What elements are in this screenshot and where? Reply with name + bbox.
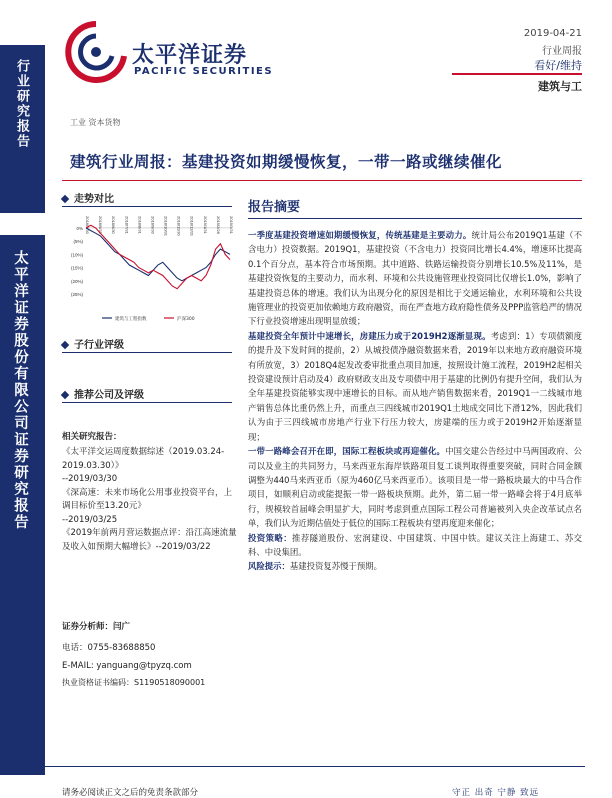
y-tick-label: (20%): [70, 278, 83, 284]
footer-rule: [45, 766, 585, 767]
summary-paragraph: 基建投资全年预计中速增长，房建压力或于2019H2逐渐显现。考虑到：1）专项债额度的提升及下发时间的提前，2）从城投债净融资数据来看，2019年以来地方政府融资环境有所放宽，3）2018Q4起发改委审批重点项目加速，按照设计施工流程，2019H2起相关投资建设预计启动及4）政府财政支出及专项债中用于基建的比例仍有提升空间，我们认为全年基建投资能够实现中速增长的目标。而从地产销售数据来看，2019Q1一二线城市地产销售总体比重仍然上升，而重点三四线城市2019Q1土地成交同比下滑12%，因此我们认为由于三四线城市房地产行业下行压力较大，房建端的压力或于2019H2开始逐渐显现；: [248, 330, 582, 442]
series-line: [86, 225, 230, 288]
sector: 建筑与工: [538, 80, 582, 93]
x-tick-label: 2018/7/31: [124, 216, 130, 234]
summary-paragraph: 投资策略：推荐隧道股份、宏润建设、中国建筑、中国中铁。建议关注上海建工、苏交科、中设集团。: [248, 532, 583, 557]
header-rule: [452, 73, 582, 75]
diamond-bullet-icon: [61, 391, 69, 399]
logo-name-cn: 太平洋证券: [132, 43, 248, 68]
list-item: --2019/03/30: [62, 474, 118, 484]
summary-paragraph: 风险提示：基建投资复苏慢于预期。: [248, 561, 382, 572]
x-tick-label: 2019/2/28: [215, 216, 221, 234]
list-item: 《2019年前两月营运数据点评：沿江高速流量及收入如预期大幅增长》--2019/03/22: [62, 528, 237, 552]
summary-rule: [248, 218, 582, 219]
x-tick-label: 2018/12/31: [189, 216, 195, 237]
analyst-license: 执业资格证书编码：S1190518090001: [62, 678, 206, 687]
industry-path: 工业 资本货物: [70, 118, 121, 127]
chart-legend: [102, 315, 195, 322]
x-tick-label: 2018/10/31: [163, 216, 169, 237]
x-tick-label: 2018/11/30: [176, 216, 182, 236]
list-item: 《深高速：未来市场化公用事业投资平台，上调目标价至13.20元》: [62, 487, 233, 511]
x-tick-label: 2019/3/31: [229, 216, 234, 234]
summary-paragraph: 一季度基建投资增速如期缓慢恢复，传统基建是主要动力。统计局公布2019Q1基建（不含电力）投资数据。2019Q1，基建投资（不含电力）投资同比增长4.4%，增速环比提高0.1个百分点，基本符合市场预期。其中道路、铁路运输投资分别增长10.5%及11%，是基建投资恢复的主要动力，而水利、环境和公共设施管理业投资同比仅增长1.0%，影响了基建投资总体的增速。我们认为出现分化的原因是相比于交通运输业，水利环境和公共设施管理业的投资更加依赖地方政府融资，而在严查地方政府隐性债务及PPP监管趋严的情况下行业投资增速出现明显放缓；: [248, 230, 583, 327]
section-recommended: 推荐公司及评级: [62, 386, 144, 401]
summary-body: [248, 228, 582, 574]
analyst-name: 证券分析师：闫广: [62, 622, 131, 632]
sidebar-divider: [0, 213, 45, 235]
list-item: --2019/03/25: [62, 514, 118, 525]
page-title: 建筑行业周报：基建投资如期缓慢恢复，一带一路或继续催化: [70, 153, 503, 171]
list-item: 《太平洋交运周度数据综述（2019.03.24-2019.03.30）》: [62, 447, 225, 471]
section-trend: 走势对比: [62, 190, 114, 205]
report-type: 行业周报: [542, 46, 582, 57]
chart-series: [86, 225, 230, 288]
section-rule: [62, 402, 232, 403]
x-tick-label: 2018/9/30: [150, 216, 156, 234]
y-tick-label: (15%): [70, 265, 83, 271]
summary-title: 报告摘要: [248, 200, 301, 215]
section-industry-rating: 子行业评级: [62, 336, 124, 351]
x-tick-label: 2018/4/30: [85, 216, 90, 234]
sidebar-bottom-text: 太平洋证券股份有限公司证券研究报告: [12, 250, 28, 531]
x-tick-label: 2018/6/30: [111, 216, 117, 234]
footer-disclaimer: 请务必阅读正文之后的免责条款部分: [62, 788, 199, 798]
sidebar-top-text: 行业研究报告: [14, 59, 29, 149]
related-reports-list: [62, 446, 238, 554]
title-rule: [62, 180, 582, 181]
section-rule: [62, 206, 232, 207]
x-tick-label: 2018/8/31: [137, 216, 143, 234]
x-tick-label: 2019/1/31: [202, 216, 208, 234]
analyst-email: E-MAIL: yanguang@tpyzq.com: [62, 661, 192, 671]
y-tick-label: (10%): [70, 252, 83, 258]
legend-label: 建筑与工程指数: [115, 316, 147, 322]
y-tick-label: 0%: [76, 225, 83, 231]
analyst-phone: 电话：0755-83688850: [62, 643, 156, 653]
diamond-bullet-icon: [61, 195, 69, 203]
logo-name-en: PACIFIC SECURITIES: [134, 66, 274, 77]
footer-motto: 守正 出奇 宁静 致远: [452, 788, 540, 798]
trend-chart: [62, 214, 237, 332]
legend-label: 沪深300: [177, 316, 195, 322]
report-date: 2019-04-21: [523, 28, 582, 39]
y-tick-label: (5%): [73, 239, 83, 245]
x-tick-label: 2018/5/31: [98, 216, 104, 234]
related-reports-heading: 相关研究报告：: [62, 432, 122, 442]
left-sidebar-band: [0, 45, 45, 775]
section-rule: [62, 352, 232, 353]
summary-paragraph: 一带一路峰会召开在即，国际工程板块或再迎催化。中国交建公告经过中马两国政府、公司以及业主的共同努力，马来西亚东海岸铁路项目复工谈判取得重要突破，同时合同金额调整为440马来西亚币（原为460亿马来西亚币）。该项目是一带一路板块最大的中马合作项目，如顺利启动或能提振一带一路板块预期。此外，第二届一带一路峰会将于4月底举行，规模较首届峰会明显扩大，同时考虑到重点国际工程公司普遍被列入央企改革试点名单，我们认为近期估值处于低位的国际工程板块有望再度迎来催化；: [248, 446, 583, 529]
y-tick-label: (25%): [70, 292, 83, 297]
diamond-bullet-icon: [61, 341, 69, 349]
rating: 看好/维持: [534, 59, 582, 72]
